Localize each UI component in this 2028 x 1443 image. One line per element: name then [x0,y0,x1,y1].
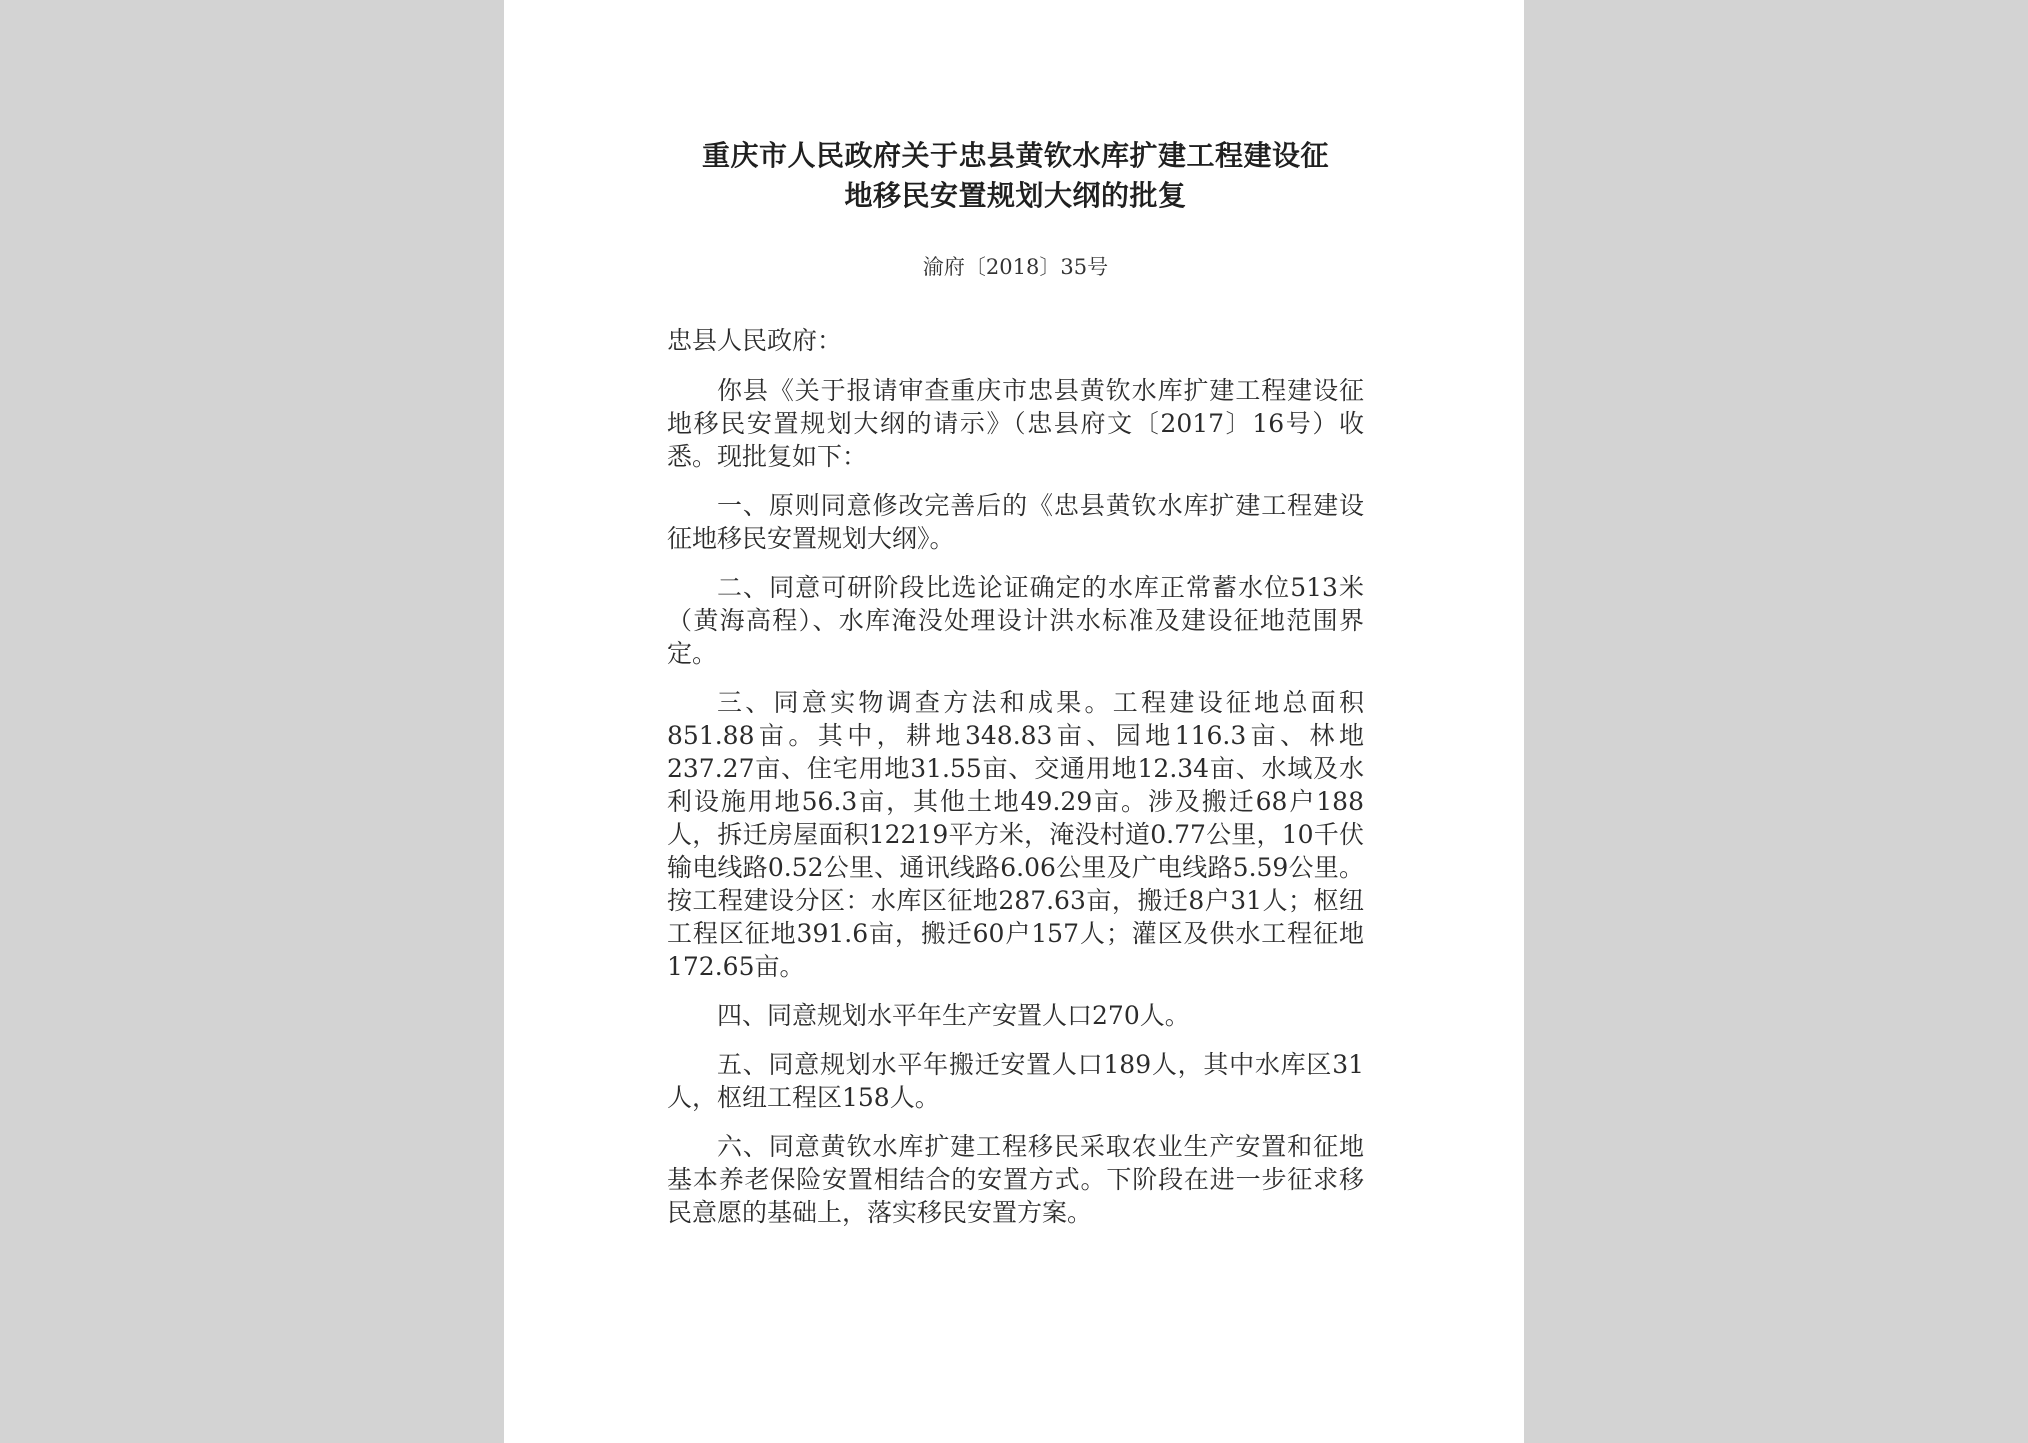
paragraph-item-5: 五、同意规划水平年搬迁安置人口189人，其中水库区31人，枢纽工程区158人。 [667,1050,1364,1112]
document-title [667,136,1364,216]
document-title-line-2: 地移民安置规划大纲的批复 [844,179,1187,212]
paragraph-item-3: 三、同意实物调查方法和成果。工程建设征地总面积851.88亩。其中，耕地348.83亩、园地116.3亩、林地237.27亩、住宅用地31.55亩、交通用地12.34亩、水域及水利设施用地56.3亩，其他土地49.29亩。涉及搬迁68户188人，拆迁房屋面积12219平方米，淹没村道0.77公里，10千伏输电线路0.52公里、通讯线路6.06公里及广电线路5.59公里。按工程建设分区：水库区征地287.63亩，搬迁8户31人；枢纽工程区征地391.6亩，搬迁60户157人；灌区及供水工程征地172.65亩。 [667,688,1364,981]
document-title-line-1: 重庆市人民政府关于忠县黄钦水库扩建工程建设征 [701,139,1329,172]
paragraph-item-1: 一、原则同意修改完善后的《忠县黄钦水库扩建工程建设征地移民安置规划大纲》。 [667,491,1364,553]
paragraph-item-2: 二、同意可研阶段比选论证确定的水库正常蓄水位513米（黄海高程）、水库淹没处理设计洪水标准及建设征地范围界定。 [667,573,1364,668]
paragraph-item-4: 四、同意规划水平年生产安置人口270人。 [717,1001,1190,1030]
document-body [667,374,1364,1229]
paragraph-item-6: 六、同意黄钦水库扩建工程移民采取农业生产安置和征地基本养老保险安置相结合的安置方式。下阶段在进一步征求移民意愿的基础上，落实移民安置方案。 [667,1132,1364,1227]
salutation: 忠县人民政府： [667,326,843,355]
document-page [504,0,1524,1443]
document-number: 渝府〔2018〕35号 [922,255,1109,279]
paragraph-intro: 你县《关于报请审查重庆市忠县黄钦水库扩建工程建设征地移民安置规划大纲的请示》（忠县府文〔2017〕16号）收悉。现批复如下： [667,376,1364,471]
